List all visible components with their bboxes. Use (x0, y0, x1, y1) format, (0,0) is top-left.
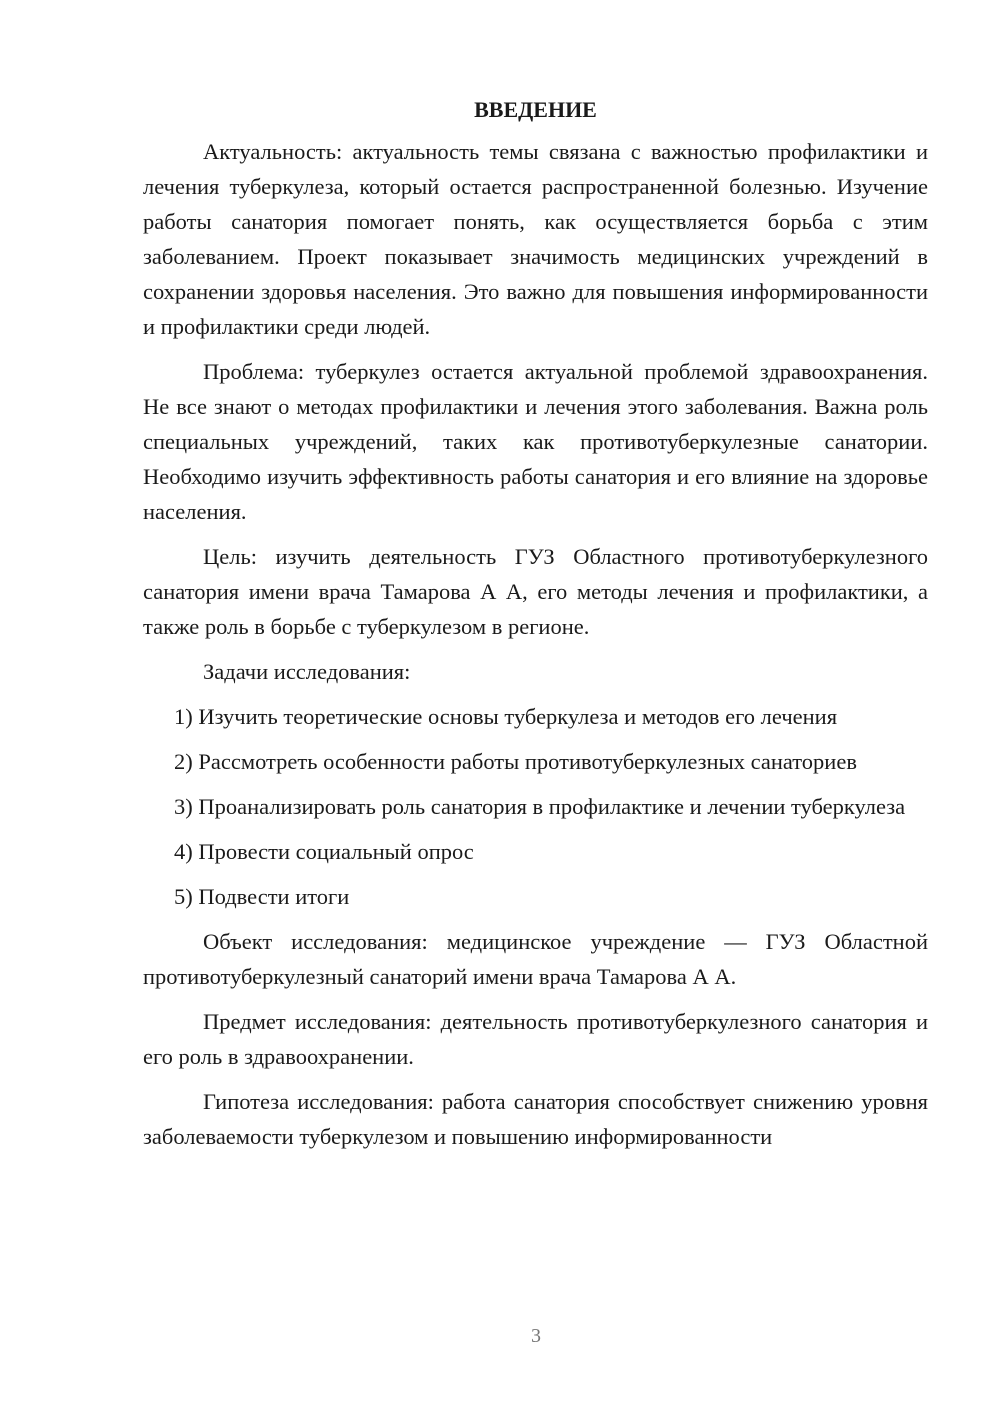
page-title: ВВЕДЕНИЕ (474, 97, 597, 122)
goal-paragraph: Цель: изучить деятельность ГУЗ Областного противотуберкулезного санатория имени врача Тамарова А А, его методы лечения и профилактики, а также роль в борьбе с туберкулезом в регионе. (143, 544, 928, 639)
object-paragraph: Объект исследования: медицинское учреждение — ГУЗ Областной противотуберкулезный санаторий имени врача Тамарова А А. (143, 929, 928, 989)
page-content (143, 92, 928, 1164)
task-item-1: 1) Изучить теоретические основы туберкулеза и методов его лечения (174, 704, 838, 729)
page-number: 3 (531, 1325, 541, 1347)
task-item-2: 2) Рассмотреть особенности работы противотуберкулезных санаториев (174, 749, 857, 774)
problem-paragraph: Проблема: туберкулез остается актуальной проблемой здравоохранения. Не все знают о методах профилактики и лечения этого заболевания. Важна роль специальных учреждений, таких как противотуберкулезные санатории. Необходимо изучить эффективность работы санатория и его влияние на здоровье населения. (143, 359, 928, 524)
task-item-5: 5) Подвести итоги (174, 884, 350, 909)
relevance-paragraph: Актуальность: актуальность темы связана с важностью профилактики и лечения туберкулеза, который остается распространенной болезнью. Изучение работы санатория помогает понять, как осуществляется борьба с этим заболеванием. Проект показывает значимость медицинских учреждений в сохранении здоровья населения. Это важно для повышения информированности и профилактики среди людей. (143, 139, 928, 339)
task-item-4: 4) Провести социальный опрос (174, 839, 474, 864)
subject-paragraph: Предмет исследования: деятельность противотуберкулезного санатория и его роль в здравоохранении. (143, 1009, 928, 1069)
hypothesis-paragraph: Гипотеза исследования: работа санатория способствует снижению уровня заболеваемости туберкулезом и повышению информированности (143, 1089, 928, 1149)
task-item-3: 3) Проанализировать роль санатория в профилактике и лечении туберкулеза (174, 794, 906, 819)
tasks-heading: Задачи исследования: (203, 659, 411, 684)
